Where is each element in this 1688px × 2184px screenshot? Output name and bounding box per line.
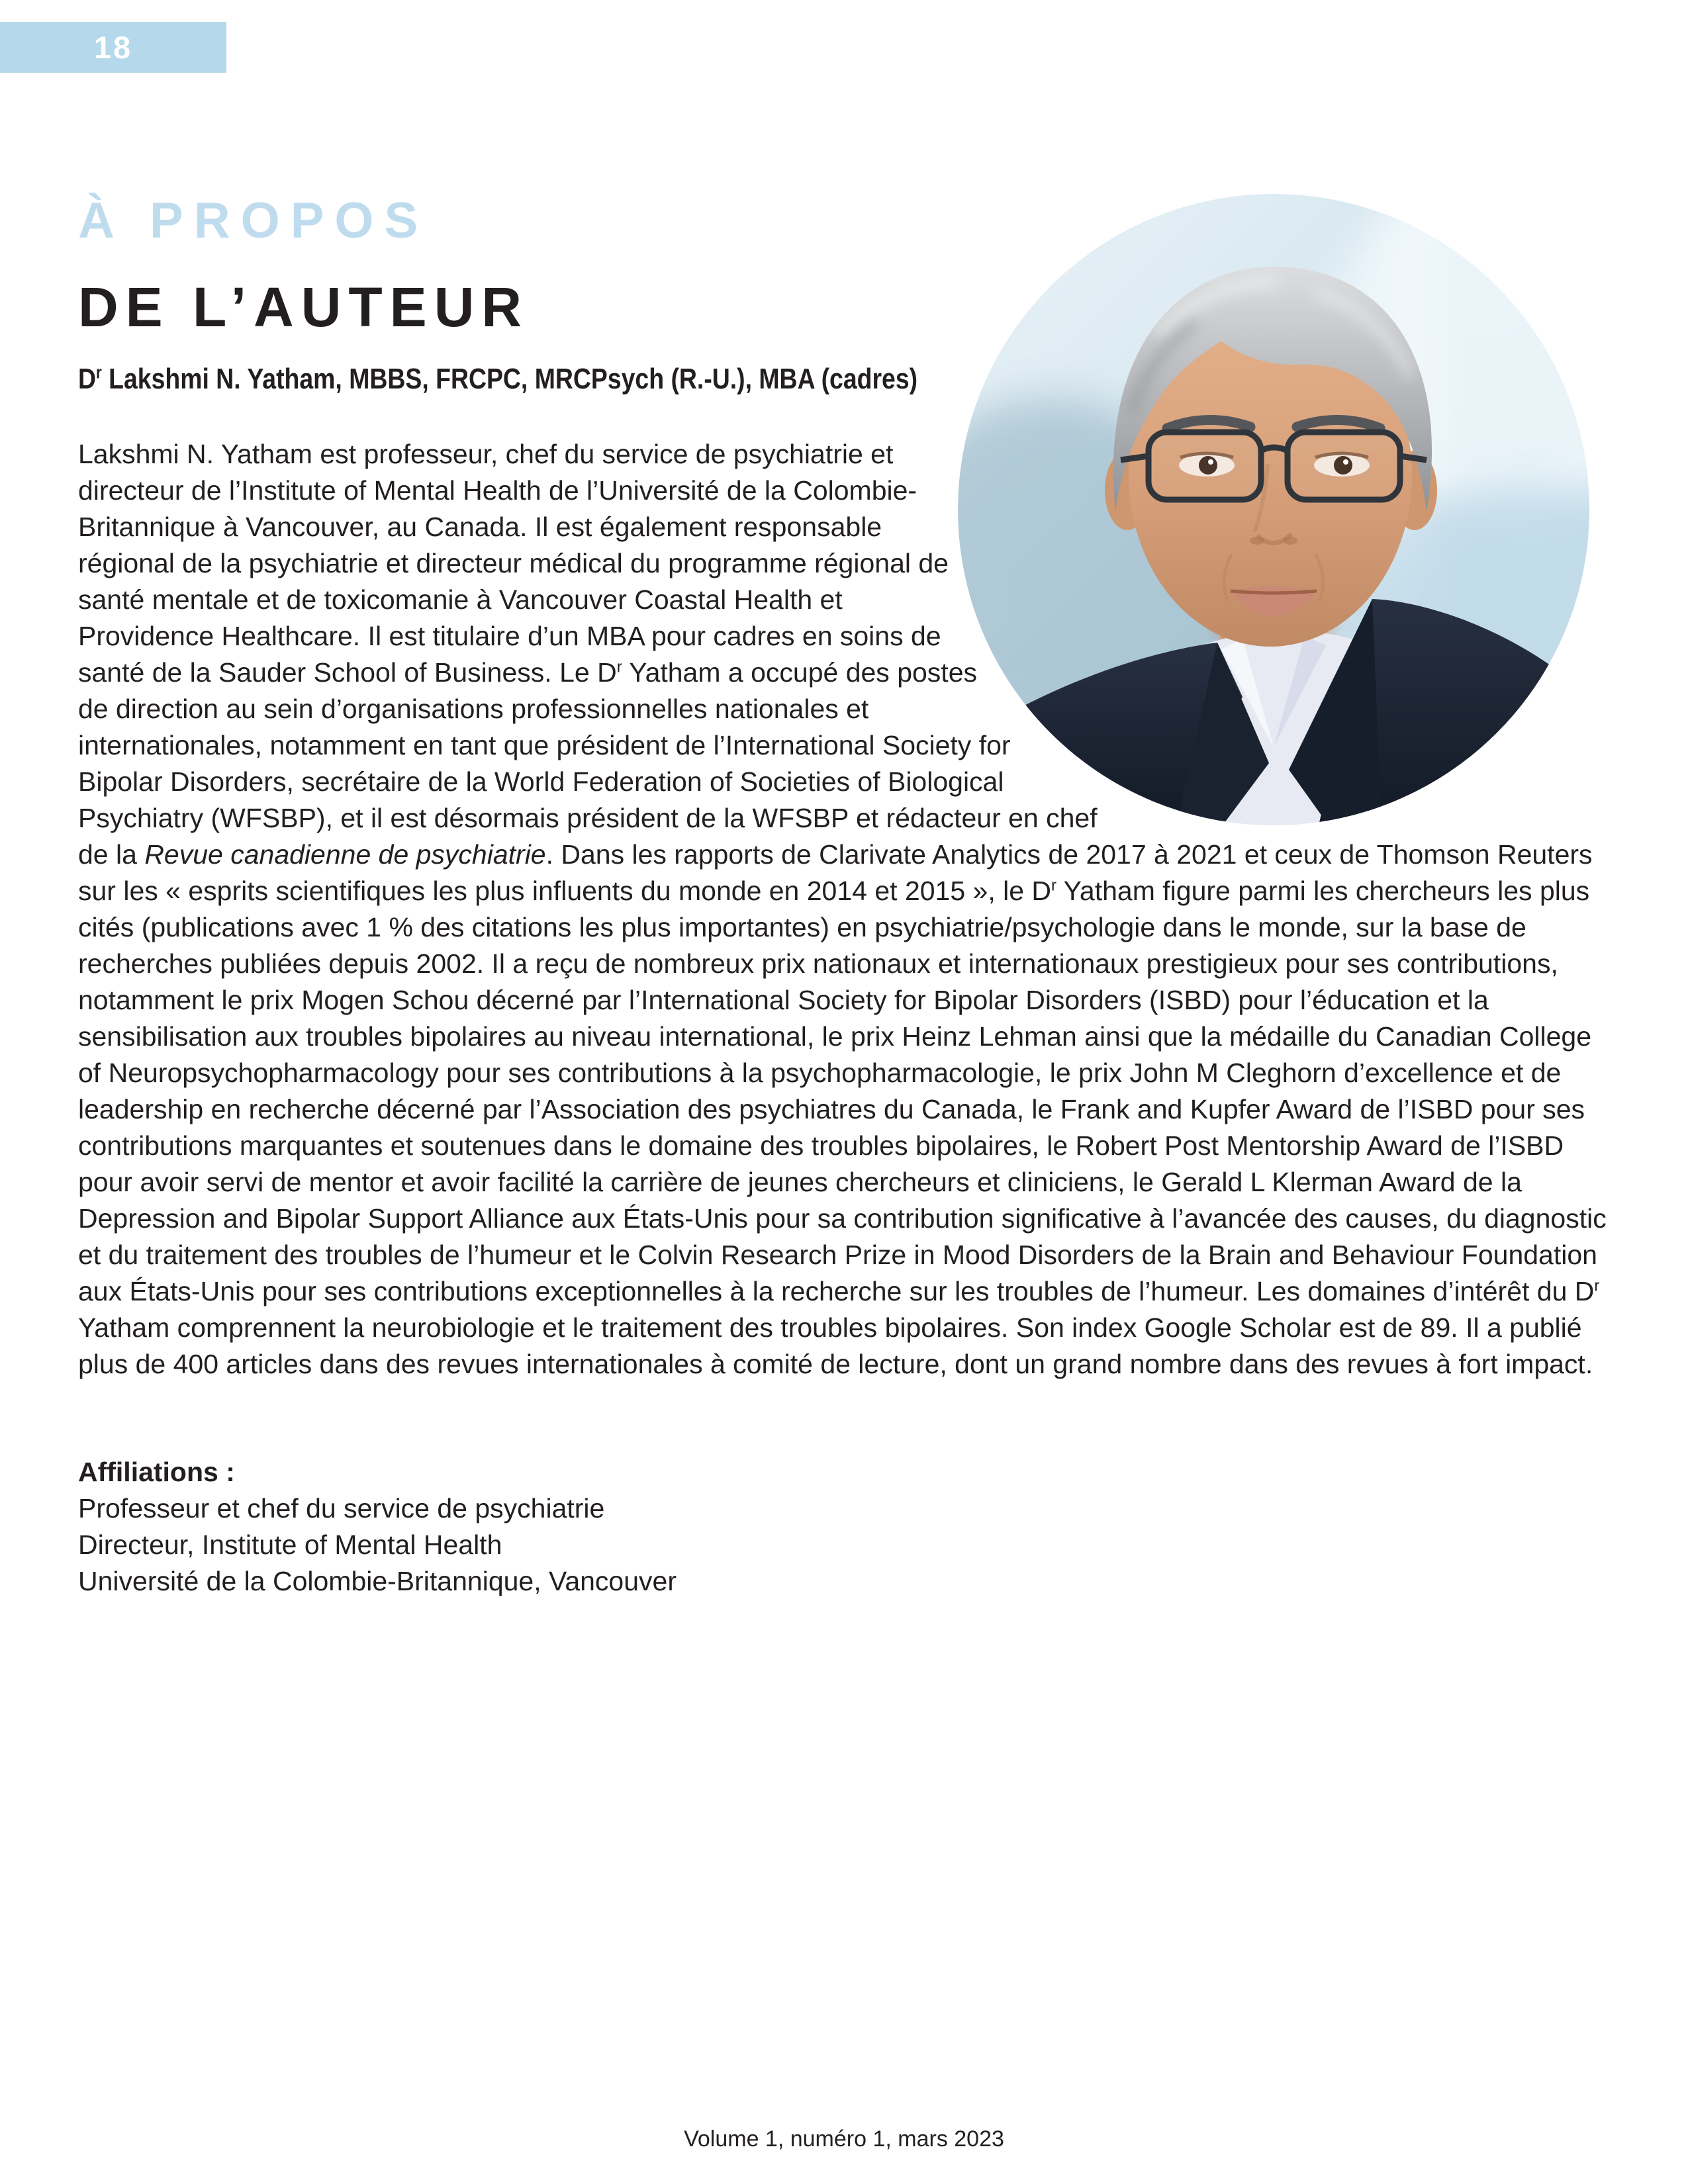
- page-number: 18: [93, 30, 133, 65]
- section-title-line2: DE L’AUTEUR: [78, 276, 530, 338]
- author-portrait-photo: [958, 194, 1589, 825]
- author-credentials-line: [78, 363, 917, 396]
- page-footer-issue-info: Volume 1, numéro 1, mars 2023: [684, 2126, 1004, 2152]
- section-title-line1: À PROPOS: [78, 193, 429, 249]
- author-credentials-text: Lakshmi N. Yatham, MBBS, FRCPC, MRCPsych (R.-U.), MBA (cadres): [101, 363, 918, 395]
- affiliation-line: Université de la Colombie-Britannique, Vancouver: [78, 1566, 677, 1596]
- affiliation-line: Directeur, Institute of Mental Health: [78, 1529, 502, 1560]
- author-prefix: D: [78, 363, 97, 395]
- author-superscript: r: [96, 362, 102, 383]
- portrait-illustration: [958, 194, 1589, 825]
- about-author-section: [78, 0, 1610, 2184]
- affiliations-block: [78, 1454, 1610, 1600]
- affiliation-line: Professeur et chef du service de psychiatrie: [78, 1493, 605, 1524]
- author-biography: Lakshmi N. Yatham est professeur, chef du service de psychiatrie et directeur de l’Institute of Mental Health de l’Université de la Colombie-Britannique à Vancouver, au Canada. Il est également responsable régional de la psychiatrie et directeur médical du programme régional de santé mentale et de toxicomanie à Vancouver Coastal Health et Providence Healthcare. Il est titulaire d’un MBA pour cadres en soins de santé de la Sauder School of Business. Le $D^r$ Yatham a occupé des postes de direction au sein d’organisations professionnelles nationales et internationales, notamment en tant que président de l’International Society for Bipolar Disorders, secrétaire de la World Federation of Societies of Biological Psychiatry (WFSBP), et il est désormais président de la WFSBP et rédacteur en chef de la Revue canadienne de psychiatrie. Dans les rapports de Clarivate Analytics de 2017 à 2021 et ceux de Thomson Reuters sur les « esprits scientifiques les plus influents du monde en 2014 et 2015 », le $D^r$ Yatham figure parmi les chercheurs les plus cités (publications avec 1 % des citations les plus importantes) en psychiatrie/psychologie dans le monde, sur la base de recherches publiées depuis 2002. Il a reçu de nombreux prix nationaux et internationaux prestigieux pour ses contributions, notamment le prix Mogen Schou décerné par l’International Society for Bipolar Disorders (ISBD) pour l’éducation et la sensibilisation aux troubles bipolaires au niveau international, le prix Heinz Lehman ainsi que la médaille du Canadian College of Neuropsychopharmacology pour ses contributions à la psychopharmacologie, le prix John M Cleghorn d’excellence et de leadership en recherche décerné par l’Association des psychiatres du Canada, le Frank and Kupfer Award de l’ISBD pour ses contributions marquantes et soutenues dans le domaine des troubles bipolaires, le Robert Post Mentorship Award de l’ISBD pour avoir servi de mentor et avoir facilité la carrière de jeunes chercheurs et cliniciens, le Gerald L Klerman Award de la Depression and Bipolar Support Alliance aux États-Unis pour sa contribution significative à l’avancée des causes, du diagnostic et du traitement des troubles de l’humeur et le Colvin Research Prize in Mood Disorders de la Brain and Behaviour Foundation aux États-Unis pour ses contributions exceptionnelles à la recherche sur les troubles de l’humeur. Les domaines d’intérêt du $D^r$ Yatham comprennent la neurobiologie et le traitement des troubles bipolaires. Son index Google Scholar est de 89. Il a publié plus de 400 articles dans des revues internationales à comité de lecture, dont un grand nombre dans des revues à fort impact.: [78, 439, 1607, 1379]
- affiliations-heading: Affiliations :: [78, 1457, 235, 1487]
